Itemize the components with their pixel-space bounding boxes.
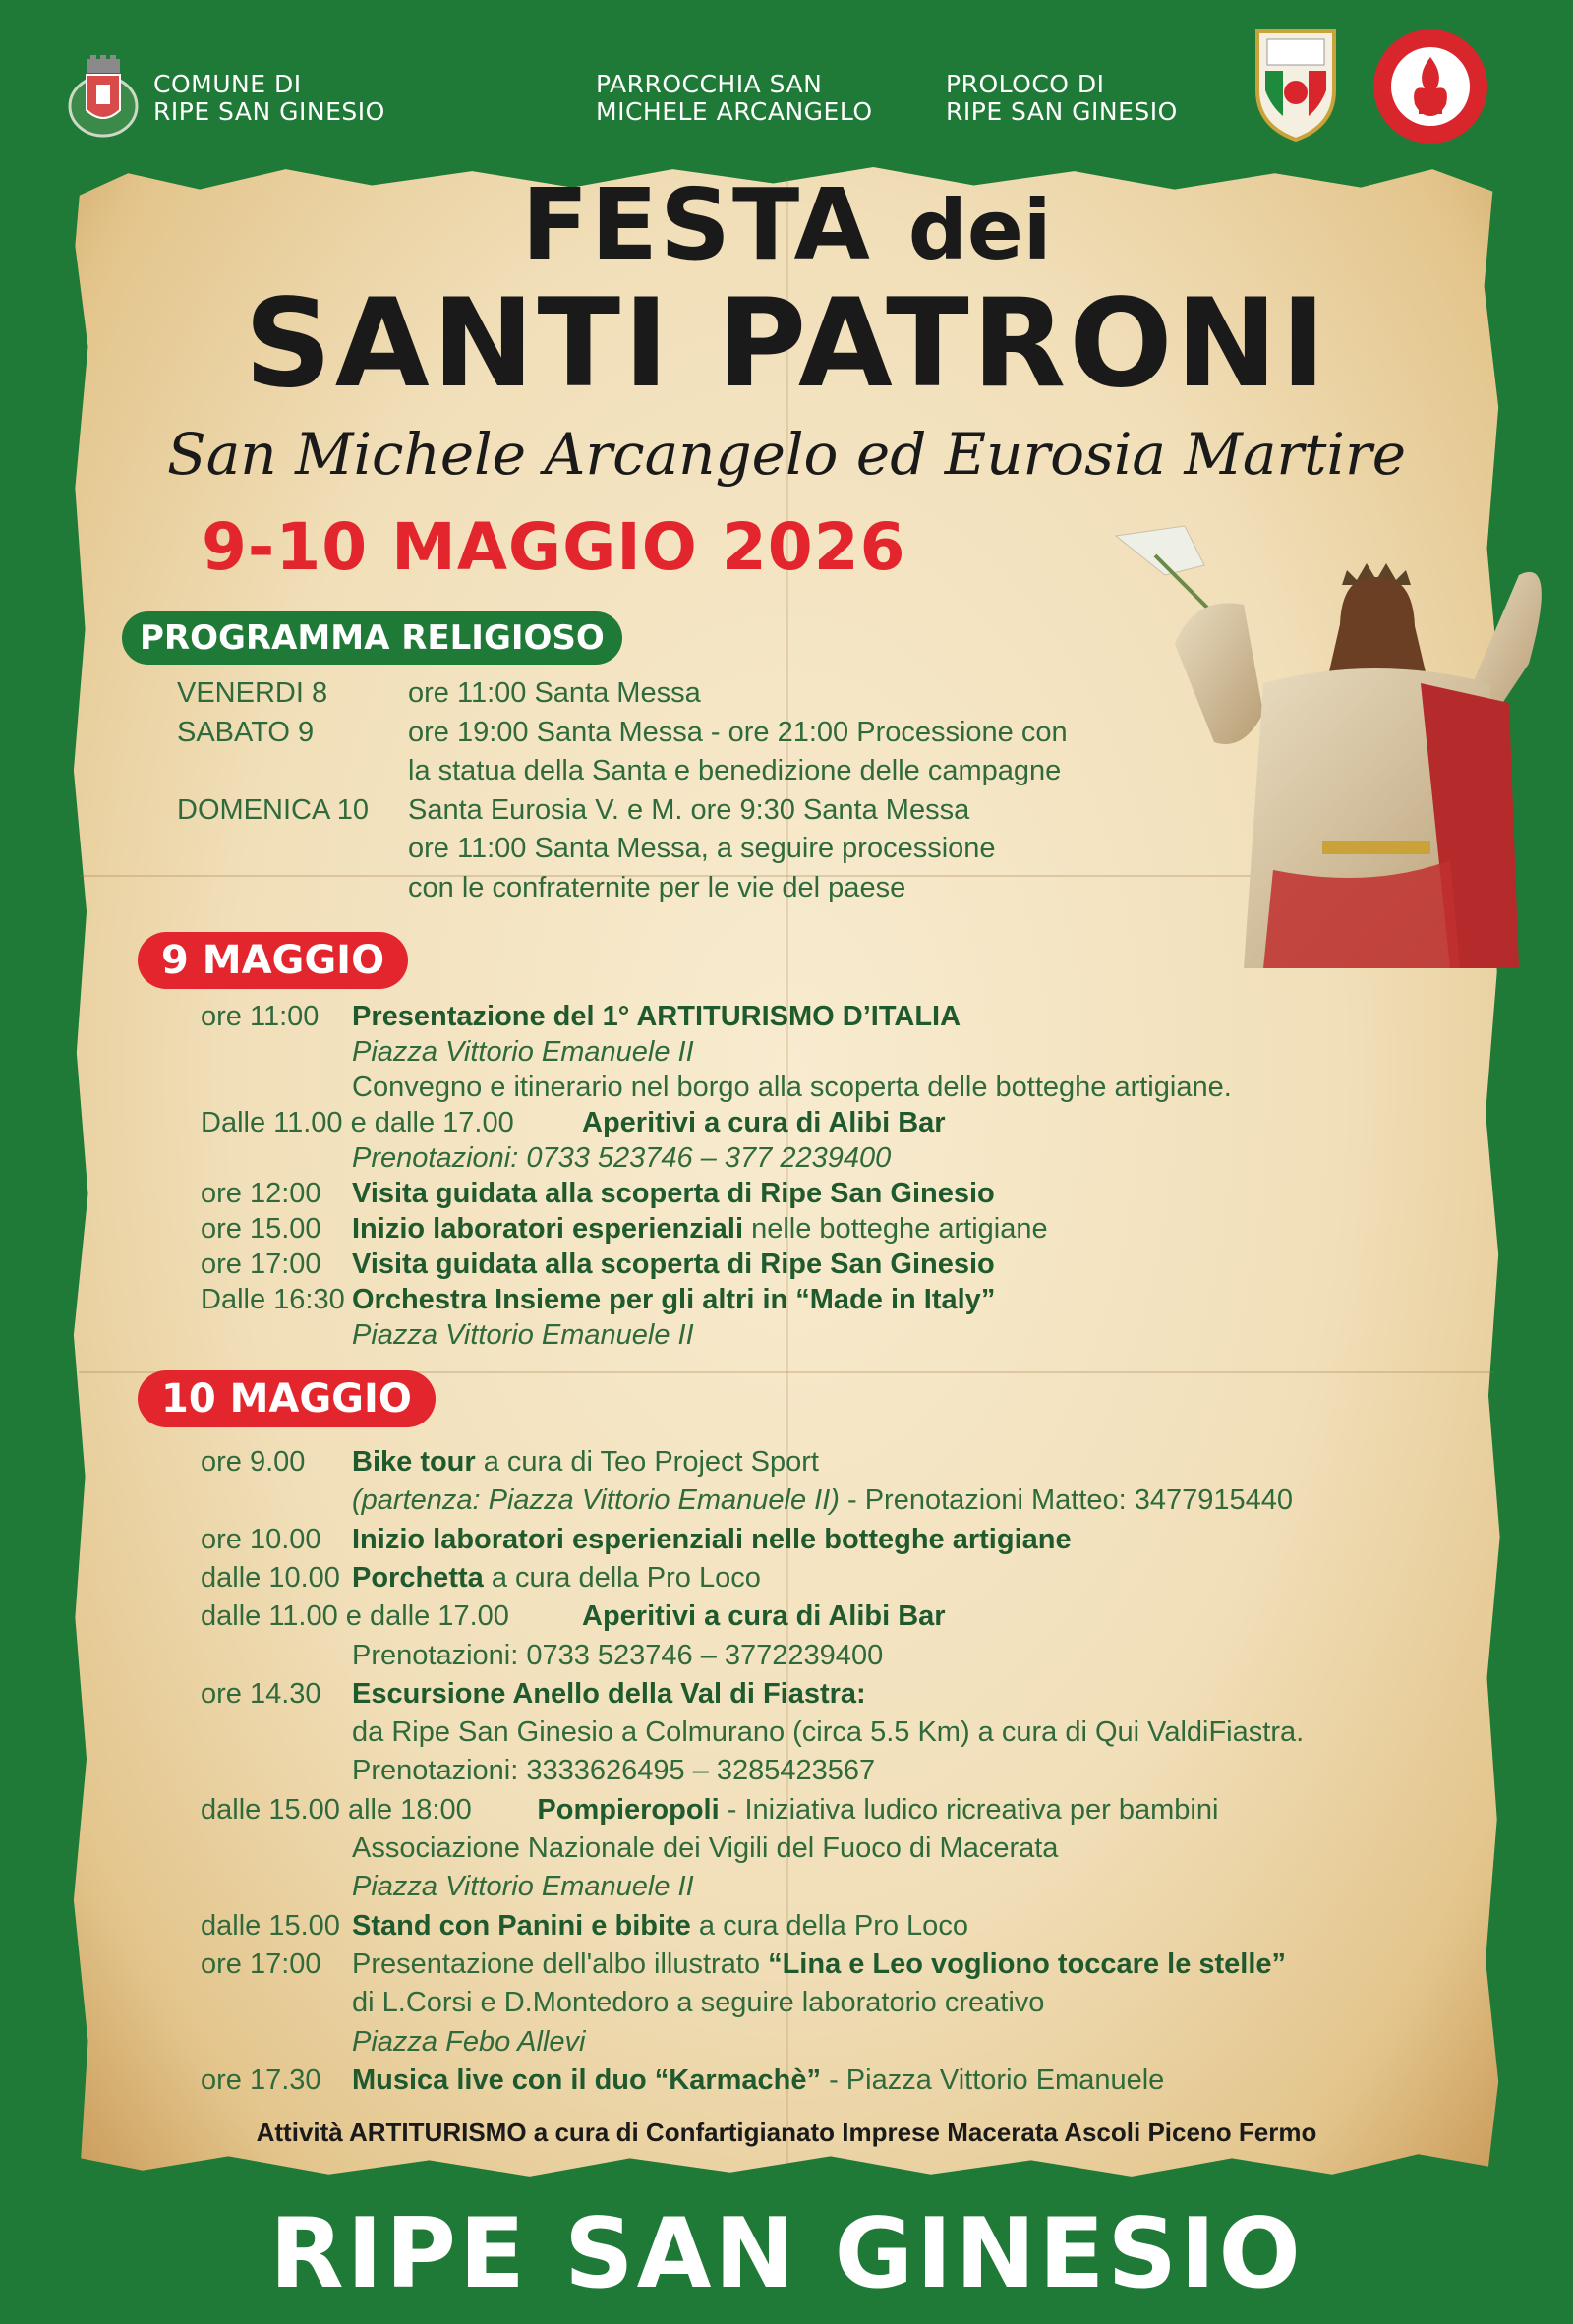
schedule-detail: nelle botteghe artigiane <box>743 1213 1048 1245</box>
schedule-text <box>352 1140 891 1176</box>
religious-day: VENERDI 8 <box>177 677 328 709</box>
schedule-detail: Prenotazioni: 0733 523746 – 3772239400 <box>352 1639 884 1671</box>
schedule-text <box>352 1211 1048 1247</box>
schedule-time: Dalle 16:30 <box>201 1284 345 1315</box>
schedule-detail: di L.Corsi e D.Montedoro a seguire laboratorio creativo <box>352 1987 1045 2019</box>
schedule-time: dalle 15.00 <box>201 1909 340 1942</box>
schedule-detail: a cura di Teo Project Sport <box>475 1446 819 1478</box>
org-comune <box>153 71 385 126</box>
religious-line: Santa Eurosia V. e M. ore 9:30 Santa Messa <box>408 793 970 826</box>
title-line1 <box>0 167 1573 282</box>
org-comune-line2: RIPE SAN GINESIO <box>153 97 385 126</box>
schedule-text <box>352 1444 819 1480</box>
schedule-time: Dalle 11.00 e dalle 17.00 <box>201 1107 514 1138</box>
schedule-time: ore 14.30 <box>201 1677 321 1710</box>
org-proloco-line1: PROLOCO DI <box>946 70 1105 98</box>
org-parrocchia-line2: MICHELE ARCANGELO <box>596 97 873 126</box>
religious-day: DOMENICA 10 <box>177 793 369 826</box>
schedule-text <box>352 1560 761 1596</box>
schedule-title: Porchetta <box>352 1561 484 1594</box>
schedule-title: Inizio laboratori esperienziali nelle botteghe artigiane <box>352 1523 1072 1555</box>
schedule-title: Bike tour <box>352 1446 476 1478</box>
schedule-title: Orchestra Insieme per gli altri in “Made in Italy” <box>352 1284 996 1315</box>
schedule-text <box>352 1830 1058 1866</box>
schedule-detail: Associazione Nazionale dei Vigili del Fuoco di Macerata <box>352 1832 1059 1864</box>
schedule-text <box>352 1482 1293 1518</box>
schedule-location: Piazza Febo Allevi <box>352 2025 586 2058</box>
schedule-time: ore 11:00 <box>201 1001 320 1032</box>
religious-line: ore 19:00 Santa Messa - ore 21:00 Processione con <box>408 716 1068 748</box>
schedule-text <box>352 1522 1072 1557</box>
schedule-text <box>537 1792 1218 1828</box>
schedule-title: Pompieropoli <box>537 1793 720 1826</box>
schedule-time: ore 10.00 <box>201 1523 321 1555</box>
schedule-text-pre: Presentazione dell'albo illustrato <box>352 1947 769 1980</box>
schedule-text <box>352 1317 694 1353</box>
religious-line: ore 11:00 Santa Messa <box>408 677 701 709</box>
schedule-time: ore 12:00 <box>201 1178 321 1209</box>
artiturismo-note: Attività ARTITURISMO a cura di Confartigianato Imprese Macerata Ascoli Piceno Fermo <box>256 2118 1317 2147</box>
schedule-text <box>352 1714 1304 1750</box>
religious-day: SABATO 9 <box>177 716 315 748</box>
schedule-title: Aperitivi a cura di Alibi Bar <box>582 1107 946 1138</box>
comune-crest-icon <box>67 55 140 142</box>
schedule-title: Presentazione del 1° ARTITURISMO D’ITALIA <box>352 1001 961 1032</box>
schedule-text <box>352 1282 995 1317</box>
org-proloco-line2: RIPE SAN GINESIO <box>946 97 1178 126</box>
event-dates: 9-10 MAGGIO 2026 <box>202 509 906 585</box>
schedule-text <box>352 1753 875 1788</box>
schedule-title: Visita guidata alla scoperta di Ripe San Ginesio <box>352 1249 995 1280</box>
schedule-text <box>352 1638 883 1673</box>
schedule-time: dalle 15.00 alle 18:00 <box>201 1793 472 1826</box>
saint-statue-image <box>1096 516 1568 968</box>
schedule-text <box>352 1676 866 1712</box>
association-shield-icon <box>1253 28 1338 142</box>
schedule-text <box>352 999 961 1034</box>
schedule-time: dalle 11.00 e dalle 17.00 <box>201 1600 509 1633</box>
schedule-location: Piazza Vittorio Emanuele II <box>352 1871 694 1903</box>
schedule-time: ore 17.30 <box>201 2063 321 2096</box>
schedule-detail: - Piazza Vittorio Emanuele <box>821 2063 1165 2096</box>
schedule-time: dalle 10.00 <box>201 1561 340 1594</box>
schedule-text <box>352 1070 1232 1105</box>
org-parrocchia-line1: PARROCCHIA SAN <box>596 70 823 98</box>
day10-label: 10 MAGGIO <box>138 1370 436 1427</box>
schedule-detail: Prenotazioni: 3333626495 – 3285423567 <box>352 1755 876 1787</box>
schedule-detail: a cura della Pro Loco <box>483 1561 761 1594</box>
org-parrocchia <box>596 71 873 126</box>
schedule-text <box>352 1985 1044 2020</box>
schedule-text <box>352 1176 995 1211</box>
schedule-text <box>582 1105 946 1140</box>
schedule-title: Visita guidata alla scoperta di Ripe San Ginesio <box>352 1178 995 1209</box>
schedule-text <box>352 1908 968 1944</box>
title-dei: dei <box>907 182 1052 278</box>
subtitle: San Michele Arcangelo ed Eurosia Martire <box>166 421 1407 488</box>
schedule-text <box>352 1946 1286 1982</box>
religious-line: con le confraternite per le vie del paese <box>408 871 906 903</box>
religious-line: la statua della Santa e benedizione delle campagne <box>408 755 1062 786</box>
org-comune-line1: COMUNE DI <box>153 70 302 98</box>
schedule-detail: Convegno e itinerario nel borgo alla scoperta delle botteghe artigiane. <box>352 1072 1232 1103</box>
schedule-text <box>352 1869 694 1904</box>
schedule-title: Musica live con il duo “Karmachè” <box>352 2063 822 2096</box>
schedule-title: Inizio laboratori esperienziali <box>352 1213 744 1245</box>
schedule-detail: - Iniziativa ludico ricreativa per bambini <box>719 1793 1219 1826</box>
schedule-location: Piazza Vittorio Emanuele II <box>352 1319 694 1351</box>
day9-label: 9 MAGGIO <box>138 932 408 989</box>
schedule-detail: da Ripe San Ginesio a Colmurano (circa 5.5 Km) a cura di Qui ValdiFiastra. <box>352 1716 1305 1749</box>
schedule-detail: a cura della Pro Loco <box>690 1909 968 1942</box>
schedule-text <box>352 1034 694 1070</box>
title-festa: FESTA <box>521 167 872 282</box>
schedule-title: Aperitivi a cura di Alibi Bar <box>582 1600 946 1633</box>
schedule-title: “Lina e Leo vogliono toccare le stelle” <box>768 1947 1287 1980</box>
schedule-time: ore 17:00 <box>201 1947 321 1980</box>
schedule-detail: - Prenotazioni Matteo: 3477915440 <box>839 1484 1294 1517</box>
schedule-text <box>582 1598 946 1634</box>
schedule-title: Stand con Panini e bibite <box>352 1909 691 1942</box>
schedule-time: ore 15.00 <box>201 1213 321 1245</box>
schedule-text <box>352 2063 1164 2098</box>
religious-program-label: PROGRAMMA RELIGIOSO <box>122 611 622 665</box>
town-name: RIPE SAN GINESIO <box>269 2198 1304 2310</box>
title-line2: SANTI PATRONI <box>244 273 1329 415</box>
schedule-text <box>352 2024 585 2060</box>
religious-line: ore 11:00 Santa Messa, a seguire processione <box>408 833 996 864</box>
schedule-location: Prenotazioni: 0733 523746 – 377 2239400 <box>352 1142 892 1174</box>
vigili-del-fuoco-badge-icon <box>1371 28 1489 145</box>
schedule-title: Escursione Anello della Val di Fiastra: <box>352 1677 866 1710</box>
schedule-location: Piazza Vittorio Emanuele II <box>352 1036 694 1068</box>
schedule-location: (partenza: Piazza Vittorio Emanuele II) <box>352 1484 840 1517</box>
schedule-time: ore 9.00 <box>201 1446 306 1478</box>
org-proloco <box>946 71 1178 126</box>
schedule-time: ore 17:00 <box>201 1249 321 1280</box>
schedule-text <box>352 1247 995 1282</box>
